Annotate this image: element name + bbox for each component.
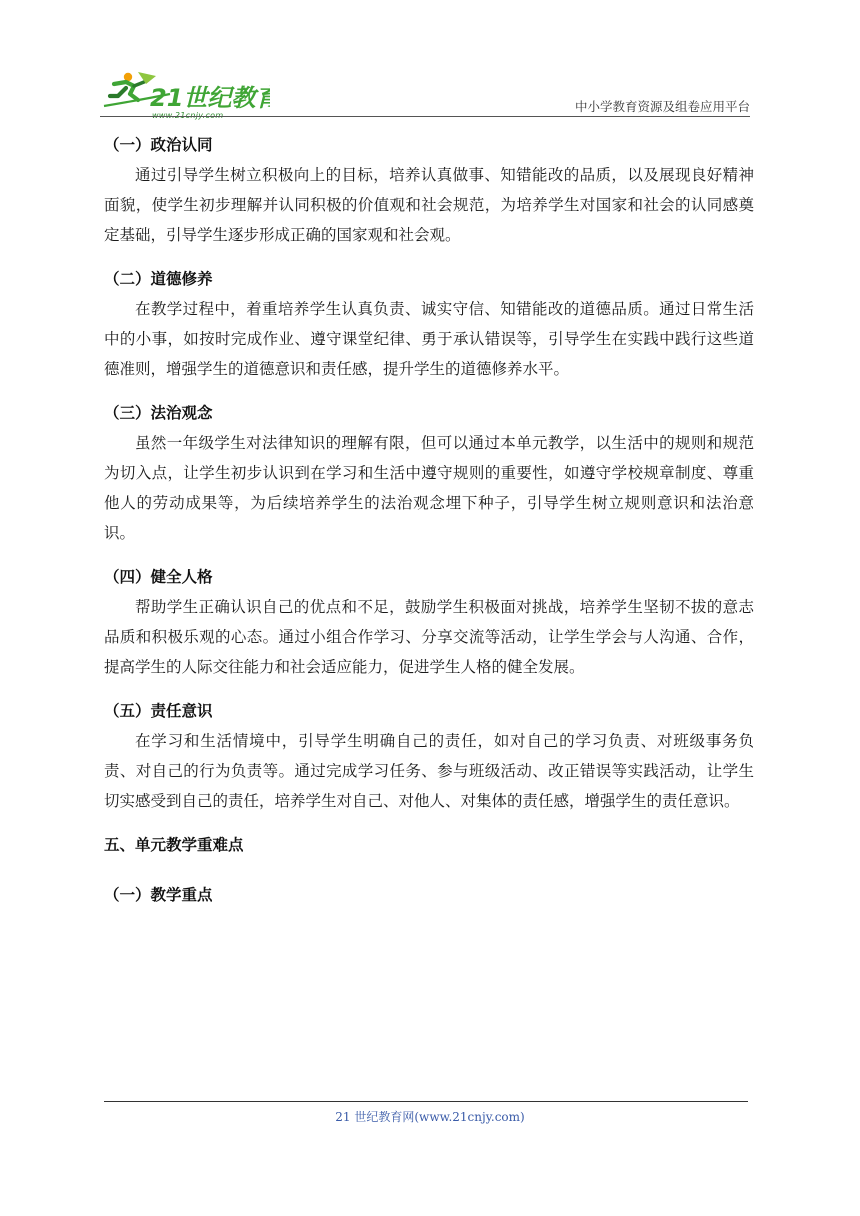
section-responsibility	[104, 696, 754, 816]
logo-wordmark: 21世纪教育	[150, 84, 270, 112]
section-sound-personality	[104, 562, 754, 682]
section-title: （一）政治认同	[104, 136, 213, 154]
section-paragraph: 虽然一年级学生对法律知识的理解有限，但可以通过本单元教学，以生活中的规则和规范为切入点，让学生初步认识到在学习和生活中遵守规则的重要性，如遵守学校规章制度、尊重他人的劳动成果等，为后续培养学生的法治观念埋下种子，引导学生树立规则意识和法治意识。	[104, 434, 754, 542]
page-header	[100, 60, 750, 118]
header-divider	[100, 116, 750, 117]
footer-link[interactable]: 21 世纪教育网(www.21cnjy.com)	[335, 1110, 525, 1124]
section-paragraph: 在教学过程中，着重培养学生认真负责、诚实守信、知错能改的道德品质。通过日常生活中的小事，如按时完成作业、遵守课堂纪律、勇于承认错误等，引导学生在实践中践行这些道德准则，增强学生的道德意识和责任感，提升学生的道德修养水平。	[104, 300, 754, 378]
major-heading: 五、单元教学重难点	[104, 836, 244, 854]
sub-heading: （一）教学重点	[104, 886, 213, 904]
runner-logo-icon	[100, 70, 270, 116]
section-title: （五）责任意识	[104, 702, 213, 720]
platform-name: 中小学教育资源及组卷应用平台	[574, 99, 750, 114]
section-title: （四）健全人格	[104, 568, 213, 586]
footer-divider	[104, 1101, 748, 1102]
section-rule-of-law	[104, 398, 754, 548]
section-paragraph: 帮助学生正确认识自己的优点和不足，鼓励学生积极面对挑战，培养学生坚韧不拔的意志品质和积极乐观的心态。通过小组合作学习、分享交流等活动，让学生学会与人沟通、合作，提高学生的人际交往能力和社会适应能力，促进学生人格的健全发展。	[104, 598, 754, 676]
section-political-identity	[104, 130, 754, 250]
section-paragraph: 通过引导学生树立积极向上的目标，培养认真做事、知错能改的品质，以及展现良好精神面貌，使学生初步理解并认同积极的价值观和社会规范，为培养学生对国家和社会的认同感奠定基础，引导学生逐步形成正确的国家观和社会观。	[104, 166, 754, 244]
section-paragraph: 在学习和生活情境中，引导学生明确自己的责任，如对自己的学习负责、对班级事务负责、对自己的行为负责等。通过完成学习任务、参与班级活动、改正错误等实践活动，让学生切实感受到自己的责任，培养学生对自己、对他人、对集体的责任感，增强学生的责任意识。	[104, 732, 754, 810]
site-logo[interactable]	[100, 70, 270, 116]
document-body	[104, 130, 754, 910]
section-title: （三）法治观念	[104, 404, 213, 422]
section-title: （二）道德修养	[104, 270, 213, 288]
section-moral-cultivation	[104, 264, 754, 384]
